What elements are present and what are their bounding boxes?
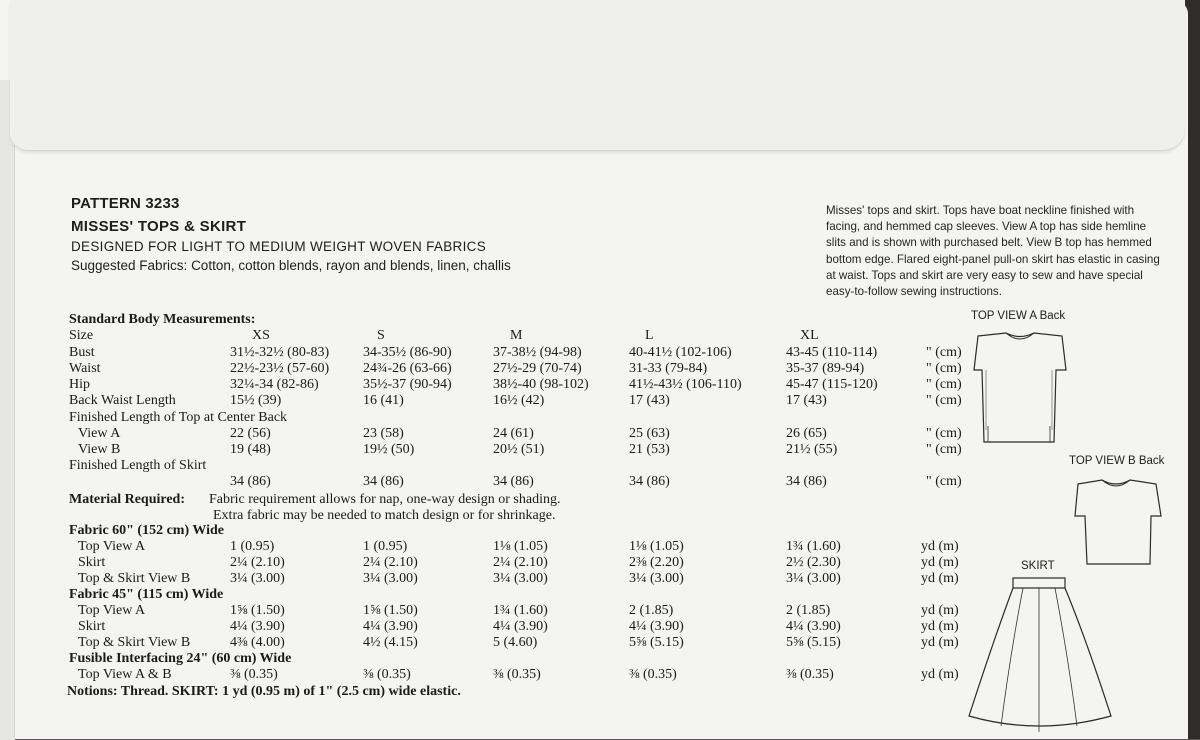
measurement-unit: " (cm): [926, 361, 962, 376]
yardage-unit: yd (m): [921, 555, 959, 570]
yardage-value: 1 (0.95): [363, 539, 408, 554]
top-length-value: 24 (61): [493, 426, 534, 441]
top-view-a-label: TOP VIEW A Back: [971, 310, 1066, 322]
yardage-value: 5⅝ (5.15): [629, 635, 684, 650]
skirt-length-value: 34 (86): [493, 474, 534, 489]
size-header-m: M: [510, 328, 523, 343]
yardage-unit: yd (m): [921, 571, 959, 586]
measurement-value: 31-33 (79-84): [629, 361, 708, 376]
skirt-label: SKIRT: [1021, 560, 1055, 572]
yardage-label: Top & Skirt View B: [78, 635, 191, 650]
envelope-flap: [10, 0, 1185, 151]
pattern-designed-for: DESIGNED FOR LIGHT TO MEDIUM WEIGHT WOVEN FABRICS: [71, 239, 486, 254]
yardage-value: 4⅜ (4.00): [230, 635, 285, 650]
notions-text: Notions: Thread. SKIRT: 1 yd (0.95 m) of 1" (2.5 cm) wide elastic.: [67, 684, 461, 699]
measurements-heading: Standard Body Measurements:: [69, 312, 256, 327]
measurement-unit: " (cm): [926, 393, 962, 408]
measurement-value: 16½ (42): [493, 393, 545, 408]
measurement-value: 22½-23½ (57-60): [230, 361, 330, 376]
measurement-value: 34-35½ (86-90): [363, 345, 452, 360]
yardage-value: 3¼ (3.00): [786, 571, 841, 586]
top-view-b-label: TOP VIEW B Back: [1069, 455, 1165, 467]
yardage-value: ⅜ (0.35): [230, 667, 278, 682]
yardage-label: Top & Skirt View B: [78, 571, 191, 586]
yardage-value: 1¾ (1.60): [493, 603, 548, 618]
measurement-label: Hip: [69, 377, 90, 392]
measurement-value: 27½-29 (70-74): [493, 361, 582, 376]
yardage-value: 3¼ (3.00): [629, 571, 684, 586]
yardage-value: 1¾ (1.60): [786, 539, 841, 554]
top-length-value: 25 (63): [629, 426, 670, 441]
skirt-length-value: 34 (86): [786, 474, 827, 489]
skirt-length-value: 34 (86): [629, 474, 670, 489]
top-length-value: 19 (48): [230, 442, 271, 457]
top-view-b-drawing: [1070, 476, 1165, 571]
yardage-unit: yd (m): [921, 603, 959, 618]
yardage-value: 4¼ (3.90): [786, 619, 841, 634]
yardage-label: Skirt: [78, 619, 106, 634]
yardage-value: 1⅝ (1.50): [363, 603, 418, 618]
yardage-value: 1⅛ (1.05): [493, 539, 548, 554]
measurement-label: Waist: [69, 361, 101, 376]
measurement-value: 15½ (39): [230, 393, 282, 408]
measurement-value: 32¼-34 (82-86): [230, 377, 319, 392]
measurement-value: 31½-32½ (80-83): [230, 345, 330, 360]
yardage-value: 2¼ (2.10): [230, 555, 285, 570]
measurement-value: 35-37 (89-94): [786, 361, 865, 376]
fabric-group-heading: Fabric 60" (152 cm) Wide: [69, 523, 225, 538]
top-length-heading: Finished Length of Top at Center Back: [69, 410, 288, 425]
yardage-value: 5⅝ (5.15): [786, 635, 841, 650]
measurement-value: 17 (43): [629, 393, 670, 408]
yardage-value: 1 (0.95): [230, 539, 275, 554]
yardage-value: 2¼ (2.10): [493, 555, 548, 570]
measurement-value: 17 (43): [786, 393, 827, 408]
measurement-value: 16 (41): [363, 393, 404, 408]
top-length-value: 22 (56): [230, 426, 271, 441]
measurement-value: 40-41½ (102-106): [629, 345, 732, 360]
material-note-shrinkage: Extra fabric may be needed to match design or for shrinkage.: [213, 508, 556, 523]
yardage-label: Top View A: [78, 539, 146, 554]
yardage-value: 2¼ (2.10): [363, 555, 418, 570]
measurement-value: 41½-43½ (106-110): [629, 377, 742, 392]
top-length-value: 23 (58): [363, 426, 404, 441]
pattern-description: Misses' tops and skirt. Tops have boat neckline finished with facing, and hemmed cap sleeves. View A top has side hemline slits and is shown with purchased belt. View B top has hemmed bottom edge. Flared eight-panel pull-on skirt has elastic in casing at waist. Tops and skirt are very easy to sew and have special easy-to-follow sewing instructions.: [826, 204, 1160, 299]
measurement-unit: " (cm): [926, 345, 962, 360]
top-length-value: 21½ (55): [786, 442, 838, 457]
yardage-value: 4¼ (3.90): [629, 619, 684, 634]
yardage-unit: yd (m): [921, 667, 959, 682]
size-header-xl: XL: [800, 328, 819, 343]
pattern-title: MISSES' TOPS & SKIRT: [71, 218, 247, 235]
size-header-s: S: [377, 328, 385, 343]
measurement-unit: " (cm): [926, 377, 962, 392]
yardage-label: Skirt: [78, 555, 106, 570]
material-note-nap: Fabric requirement allows for nap, one-way design or shading.: [209, 492, 561, 507]
top-length-label: View B: [78, 442, 121, 457]
yardage-value: 1⅝ (1.50): [230, 603, 285, 618]
top-length-label: View A: [78, 426, 121, 441]
measurement-value: 37-38½ (94-98): [493, 345, 582, 360]
top-length-value: 21 (53): [629, 442, 670, 457]
top-length-value: 26 (65): [786, 426, 827, 441]
material-required-label: Material Required:: [69, 492, 185, 507]
measurement-value: 24¾-26 (63-66): [363, 361, 452, 376]
top-length-unit: " (cm): [926, 426, 962, 441]
pattern-number: PATTERN 3233: [71, 195, 180, 212]
top-length-value: 19½ (50): [363, 442, 415, 457]
size-header-xs: XS: [252, 328, 270, 343]
size-header-l: L: [645, 328, 654, 343]
yardage-value: ⅜ (0.35): [629, 667, 677, 682]
yardage-value: ⅜ (0.35): [786, 667, 834, 682]
measurement-value: 43-45 (110-114): [786, 345, 878, 360]
measurement-label: Bust: [69, 345, 95, 360]
yardage-value: 4¼ (3.90): [363, 619, 418, 634]
yardage-value: 2½ (2.30): [786, 555, 841, 570]
yardage-value: ⅜ (0.35): [493, 667, 541, 682]
yardage-value: 2 (1.85): [629, 603, 674, 618]
yardage-unit: yd (m): [921, 635, 959, 650]
yardage-value: 2 (1.85): [786, 603, 831, 618]
yardage-value: 3¼ (3.00): [493, 571, 548, 586]
measurement-label: Back Waist Length: [69, 393, 176, 408]
skirt-length-unit: " (cm): [926, 474, 962, 489]
skirt-length-value: 34 (86): [363, 474, 404, 489]
fabric-group-heading: Fusible Interfacing 24" (60 cm) Wide: [69, 651, 292, 666]
yardage-value: 5 (4.60): [493, 635, 538, 650]
yardage-value: 4¼ (3.90): [493, 619, 548, 634]
suggested-fabrics: Suggested Fabrics: Cotton, cotton blends, rayon and blends, linen, challis: [71, 258, 511, 273]
yardage-label: Top View A & B: [78, 667, 172, 682]
yardage-unit: yd (m): [921, 539, 959, 554]
skirt-length-value: 34 (86): [230, 474, 271, 489]
yardage-value: 4½ (4.15): [363, 635, 418, 650]
size-label: Size: [69, 328, 94, 343]
top-length-value: 20½ (51): [493, 442, 545, 457]
yardage-value: ⅜ (0.35): [363, 667, 411, 682]
measurement-value: 45-47 (115-120): [786, 377, 878, 392]
skirt-drawing: [965, 576, 1115, 736]
measurement-value: 38½-40 (98-102): [493, 377, 589, 392]
measurement-value: 35½-37 (90-94): [363, 377, 452, 392]
fabric-group-heading: Fabric 45" (115 cm) Wide: [69, 587, 224, 602]
skirt-length-heading: Finished Length of Skirt: [69, 458, 207, 473]
yardage-value: 3¼ (3.00): [363, 571, 418, 586]
top-length-unit: " (cm): [926, 442, 962, 457]
yardage-value: 2⅜ (2.20): [629, 555, 684, 570]
yardage-label: Top View A: [78, 603, 146, 618]
yardage-unit: yd (m): [921, 619, 959, 634]
yardage-value: 4¼ (3.90): [230, 619, 285, 634]
yardage-value: 1⅛ (1.05): [629, 539, 684, 554]
yardage-value: 3¼ (3.00): [230, 571, 285, 586]
envelope-side-fold: [0, 80, 15, 740]
top-view-a-drawing: [970, 330, 1070, 450]
